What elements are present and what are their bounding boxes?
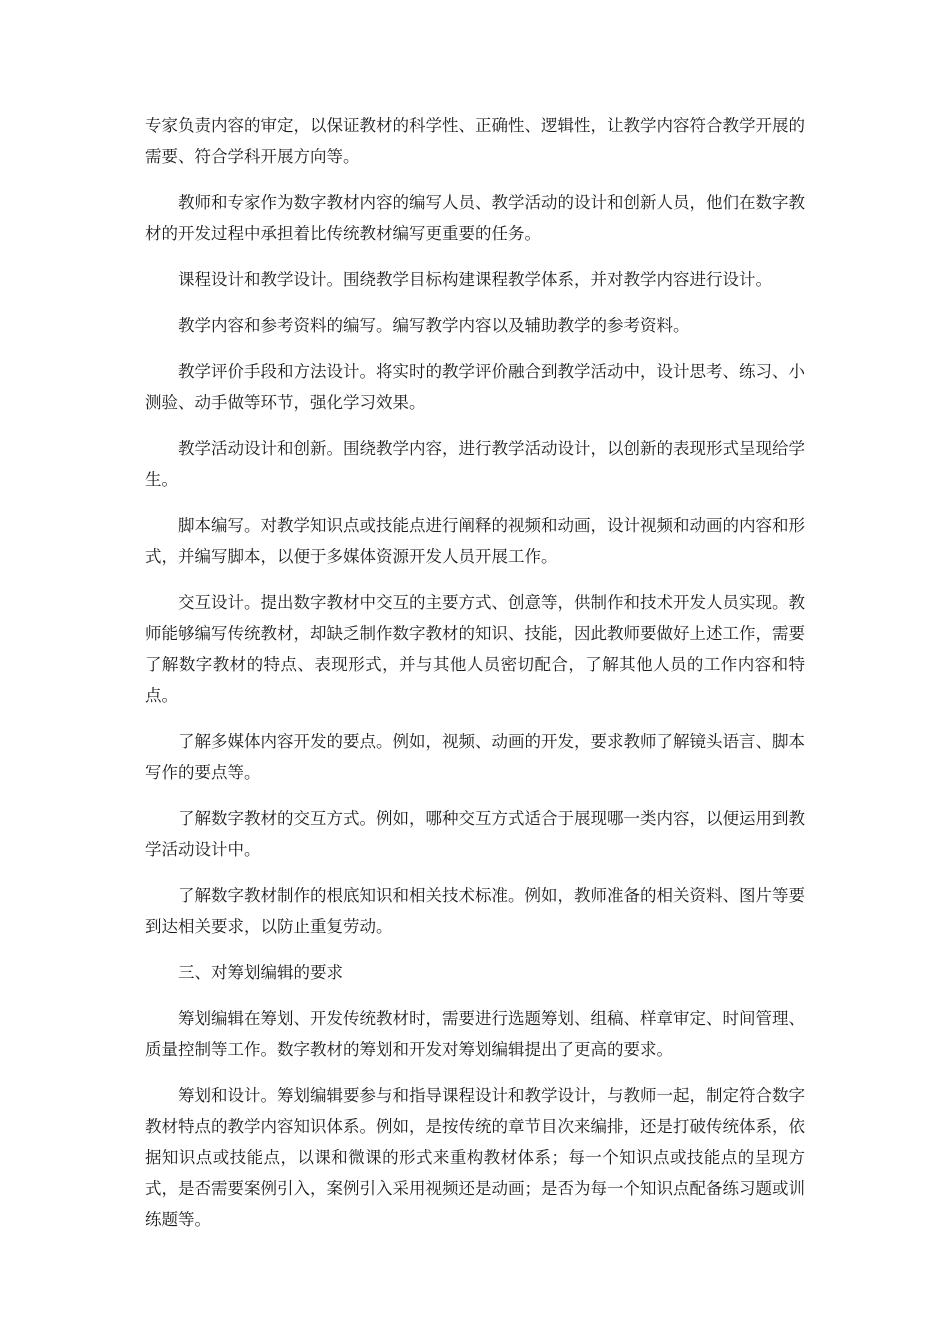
paragraph-planning-and-design: 筹划和设计。筹划编辑要参与和指导课程设计和教学设计，与教师一起，制定符合数字教材特点的教学内容知识体系。例如，是按传统的章节目次来编排，还是打破传统体系，依据知识点或技能点，以课和微课的形式来重构教材体系；每一个知识点或技能点的呈现方式，是否需要案例引入，案例引入采用视频还是动画；是否为每一个知识点配备练习题或训练题等。 — [145, 1086, 805, 1229]
paragraph-course-design: 课程设计和教学设计。围绕教学目标构建课程教学体系，并对教学内容进行设计。 — [178, 270, 772, 289]
paragraph-technical-standards: 了解数字教材制作的根底知识和相关技术标准。例如，教师准备的相关资料、图片等要到达相关要求，以防止重复劳动。 — [145, 886, 805, 936]
paragraph-expert-review: 专家负责内容的审定，以保证教材的科学性、正确性、逻辑性，让教学内容符合教学开展的需要、符合学科开展方向等。 — [145, 116, 805, 166]
paragraph-teachers-and-experts: 教师和专家作为数字教材内容的编写人员、教学活动的设计和创新人员，他们在数字教材的开发过程中承担着比传统教材编写更重要的任务。 — [145, 193, 805, 243]
paragraph-evaluation-design: 教学评价手段和方法设计。将实时的教学评价融合到教学活动中，设计思考、练习、小测验、动手做等环节，强化学习效果。 — [145, 362, 805, 412]
paragraph-activity-design: 教学活动设计和创新。围绕教学内容，进行教学活动设计，以创新的表现形式呈现给学生。 — [145, 439, 805, 489]
section-heading-editor-requirements: 三、对筹划编辑的要求 — [178, 963, 343, 982]
paragraph-multimedia-points: 了解多媒体内容开发的要点。例如，视频、动画的开发，要求教师了解镜头语言、脚本写作的要点等。 — [145, 732, 805, 782]
paragraph-script-writing: 脚本编写。对教学知识点或技能点进行阐释的视频和动画，设计视频和动画的内容和形式，并编写脚本，以便于多媒体资源开发人员开展工作。 — [145, 516, 805, 566]
document-body — [145, 110, 805, 1250]
paragraph-interaction-design: 交互设计。提出数字教材中交互的主要方式、创意等，供制作和技术开发人员实现。教师能够编写传统教材，却缺乏制作数字教材的知识、技能，因此教师要做好上述工作，需要了解数字教材的特点、表现形式，并与其他人员密切配合，了解其他人员的工作内容和特点。 — [145, 593, 805, 705]
paragraph-interaction-modes: 了解数字教材的交互方式。例如，哪种交互方式适合于展现哪一类内容，以便运用到教学活动设计中。 — [145, 809, 805, 859]
paragraph-editor-planning: 筹划编辑在筹划、开发传统教材时，需要进行选题筹划、组稿、样章审定、时间管理、质量控制等工作。数字教材的筹划和开发对筹划编辑提出了更高的要求。 — [145, 1009, 805, 1059]
paragraph-content-writing: 教学内容和参考资料的编写。编写教学内容以及辅助教学的参考资料。 — [178, 316, 690, 335]
